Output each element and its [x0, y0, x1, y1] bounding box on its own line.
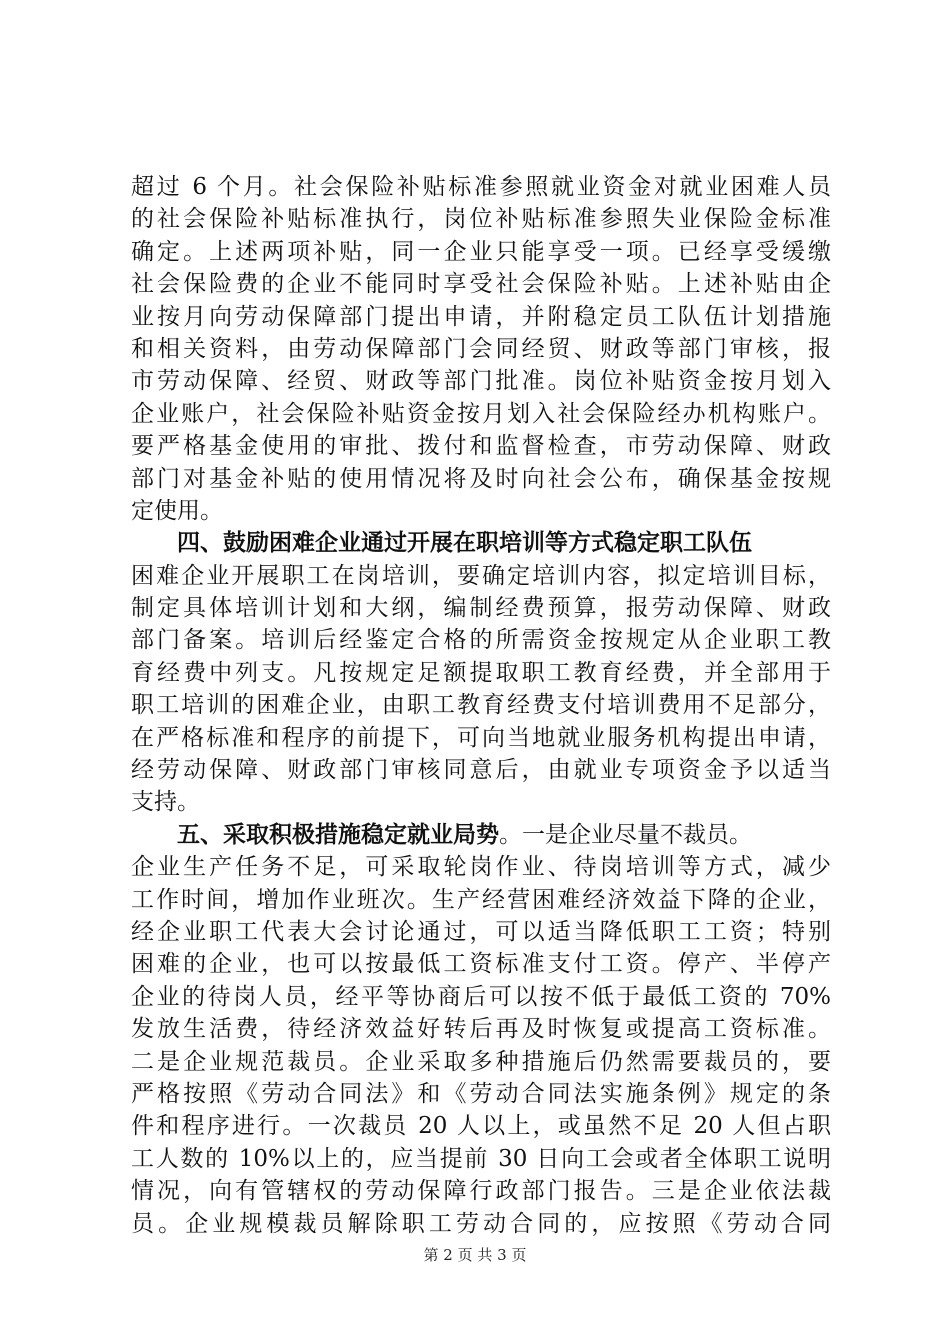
paragraph-social-insurance-subsidy — [131, 171, 831, 527]
text-line: 社会保险费的企业不能同时享受社会保险补贴。上述补贴由企 — [131, 271, 831, 298]
text-line: 企业生产任务不足，可采取轮岗作业、待岗培训等方式，减少 — [131, 854, 831, 881]
text-line: 困难的企业，也可以按最低工资标准支付工资。停产、半停产 — [131, 951, 831, 978]
section-heading-4: 四、鼓励困难企业通过开展在职培训等方式稳定职工队伍 — [177, 529, 752, 557]
text-line: 工作时间，增加作业班次。生产经营困难经济效益下降的企业， — [131, 886, 831, 913]
text-line: 的社会保险补贴标准执行，岗位补贴标准参照失业保险金标准 — [131, 206, 831, 233]
text-line: 部门备案。培训后经鉴定合格的所需资金按规定从企业职工教 — [131, 627, 831, 654]
text-line: 确定。上述两项补贴，同一企业只能享受一项。已经享受缓缴 — [131, 238, 831, 265]
text-line: 企业账户，社会保险补贴资金按月划入社会保险经办机构账户。 — [131, 400, 831, 427]
text-line: 定使用。 — [131, 497, 223, 524]
text-line: 业按月向劳动保障部门提出申请，并附稳定员工队伍计划措施 — [131, 303, 831, 330]
text-line: 部门对基金补贴的使用情况将及时向社会公布，确保基金按规 — [131, 465, 831, 492]
section-heading-5: 五、采取积极措施稳定就业局势 — [177, 820, 499, 848]
text-line: 经劳动保障、财政部门审核同意后，由就业专项资金予以适当 — [131, 757, 831, 784]
paragraph-on-the-job-training — [131, 560, 831, 819]
page-footer: 第 2 页 共 3 页 — [423, 1246, 527, 1264]
section-heading-5-rest: 。一是企业尽量不裁员。 — [499, 821, 752, 848]
text-line: 困难企业开展职工在岗培训，要确定培训内容，拟定培训目标， — [131, 562, 831, 589]
text-line: 企业的待岗人员，经平等协商后可以按不低于最低工资的 70% — [131, 983, 831, 1010]
text-line: 经企业职工代表大会讨论通过，可以适当降低职工工资；特别 — [131, 918, 831, 945]
text-line: 情况，向有管辖权的劳动保障行政部门报告。三是企业依法裁 — [131, 1178, 831, 1205]
text-line: 制定具体培训计划和大纲，编制经费预算，报劳动保障、财政 — [131, 595, 831, 622]
section-heading-5-line — [131, 819, 831, 851]
text-line: 件和程序进行。一次裁员 20 人以上，或虽然不足 20 人但占职 — [131, 1113, 831, 1140]
paragraph-stabilize-employment — [131, 851, 831, 1240]
text-line: 市劳动保障、经贸、财政等部门批准。岗位补贴资金按月划入 — [131, 368, 831, 395]
text-line: 和相关资料，由劳动保障部门会同经贸、财政等部门审核，报 — [131, 335, 831, 362]
text-line: 发放生活费，待经济效益好转后再及时恢复或提高工资标准。 — [131, 1016, 831, 1043]
text-line: 超过 6 个月。社会保险补贴标准参照就业资金对就业困难人员 — [131, 174, 831, 200]
text-line: 支持。 — [131, 789, 200, 816]
text-line: 员。企业规模裁员解除职工劳动合同的，应按照《劳动合同 — [131, 1210, 831, 1237]
text-line: 工人数的 10%以上的，应当提前 30 日向工会或者全体职工说明 — [131, 1145, 831, 1172]
document-body — [131, 171, 831, 1240]
text-line: 二是企业规范裁员。企业采取多种措施后仍然需要裁员的，要 — [131, 1048, 831, 1075]
text-line: 严格按照《劳动合同法》和《劳动合同法实施条例》规定的条 — [131, 1080, 831, 1107]
text-line: 职工培训的困难企业，由职工教育经费支付培训费用不足部分， — [131, 692, 831, 719]
text-line: 要严格基金使用的审批、拨付和监督检查，市劳动保障、财政 — [131, 433, 831, 460]
text-line: 育经费中列支。凡按规定足额提取职工教育经费，并全部用于 — [131, 659, 831, 686]
text-line: 在严格标准和程序的前提下，可向当地就业服务机构提出申请， — [131, 724, 831, 751]
